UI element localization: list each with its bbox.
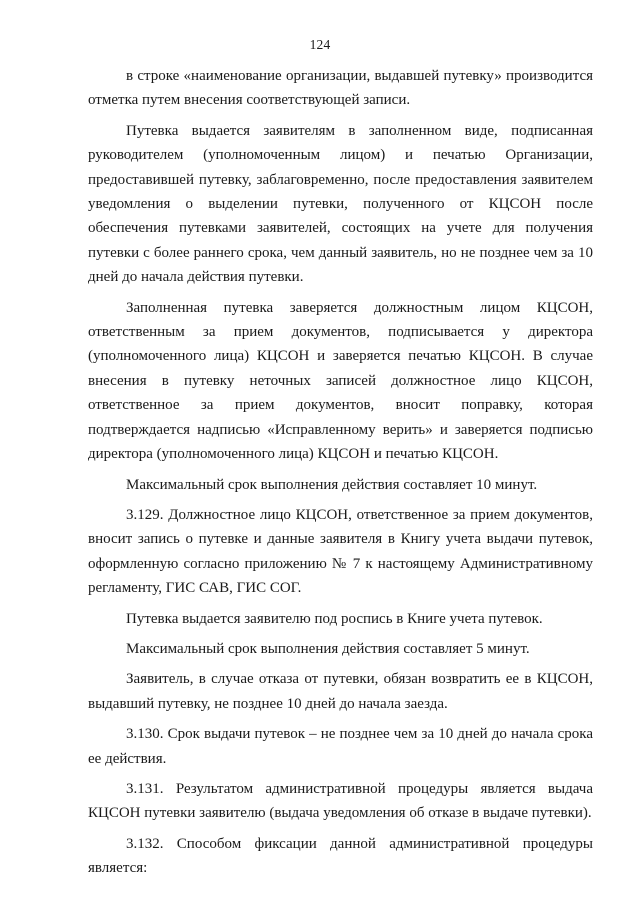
page-number: 124 [309,37,331,52]
paragraph-3-132: 3.132. Способом фиксации данной административной процедуры является: [88,835,593,877]
paragraph-voucher-return: Заявитель, в случае отказа от путевки, обязан возвратить ее в КЦСОН, выдавший путевку, не позднее 10 дней до начала заезда. [88,671,593,712]
paragraph-3-130: 3.130. Срок выдачи путевок – не позднее чем за 10 дней до начала срока ее действия. [88,726,593,767]
paragraph-3-131: 3.131. Результатом административной процедуры является выдача КЦСОН путевки заявителю (выдача уведомления об отказе в выдаче путевки). [88,780,593,822]
paragraph-voucher-certification: Заполненная путевка заверяется должностным лицом КЦСОН, ответственным за прием документов, подписывается у директора (уполномоченного лица) КЦСОН и заверяется печатью КЦСОН. В случае внесения в путевку неточных записей должностное лицо КЦСОН, ответственное за прием документов, вносит поправку, которая подтверждается надписью «Исправленному верить» и заверяется подписью директора (уполномоченного лица) КЦСОН и печатью КЦСОН. [88,299,593,463]
paragraph-continuation: в строке «наименование организации, выдавшей путевку» производится отметка путем внесения соответствующей записи. [88,68,593,109]
paragraph-max-time-10: Максимальный срок выполнения действия составляет 10 минут. [126,476,538,493]
paragraph-signature-receipt: Путевка выдается заявителю под роспись в Книге учета путевок. [126,610,543,627]
paragraph-voucher-issue: Путевка выдается заявителям в заполненном виде, подписанная руководителем (уполномоченным лицом) и печатью Организации, предоставившей путевку, заблаговременно, после предоставления заявителем уведомления о выделении путевки, полученного от КЦСОН после обеспечения путевками заявителей, состоящих на учете для получения путевки с более раннего срока, чем данный заявитель, но не позднее чем за 10 дней до начала действия путевки. [88,122,593,286]
paragraph-max-time-5: Максимальный срок выполнения действия составляет 5 минут. [126,640,530,657]
paragraph-3-129: 3.129. Должностное лицо КЦСОН, ответственное за прием документов, вносит запись о путевке и данные заявителя в Книгу учета выдачи путевок, оформленную согласно приложению № 7 к настоящему Административному регламенту, ГИС САВ, ГИС СОГ. [88,506,593,597]
document-body [88,64,593,881]
